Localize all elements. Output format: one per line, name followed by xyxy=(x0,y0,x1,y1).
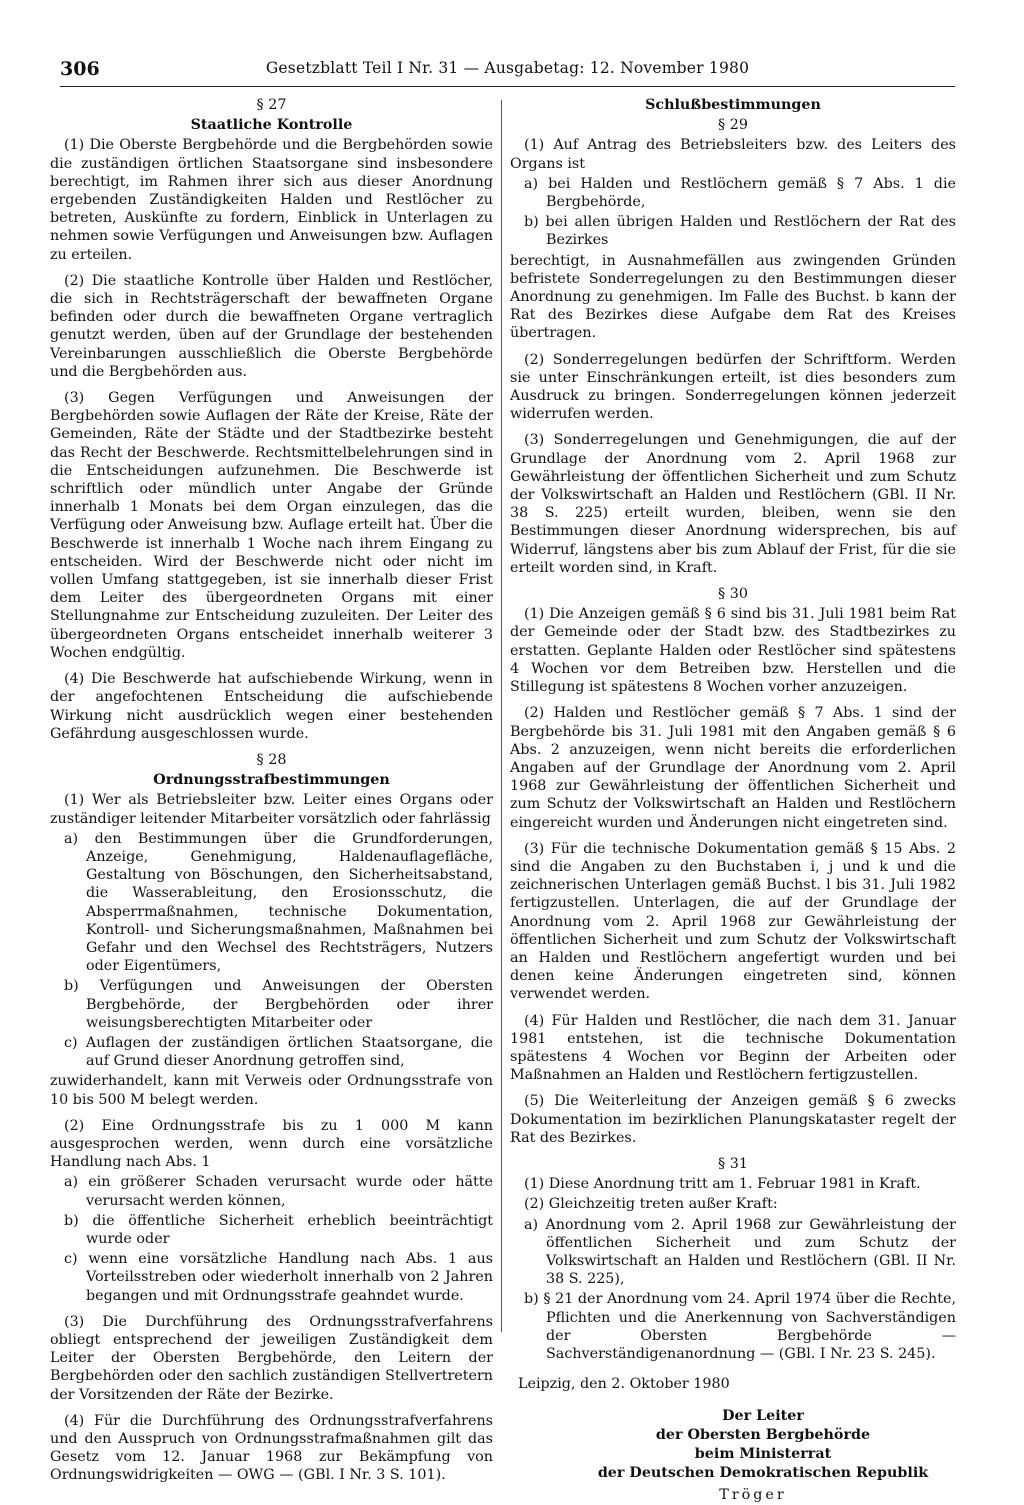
paragraph: (1) Auf Antrag des Betriebsleiters bzw. des Leiters des Organs ist xyxy=(510,137,956,172)
section-number: § 30 xyxy=(718,586,748,603)
column-divider xyxy=(501,100,502,1332)
section-number: § 31 xyxy=(718,1155,748,1172)
section-number: § 27 xyxy=(256,97,287,113)
paragraph: (1) Wer als Betriebsleiter bzw. Leiter eines Organs oder zuständiger leitender Mitarbeiter vorsätzlich oder fahrlässig xyxy=(50,792,493,827)
signature-line: der Deutschen Demokratischen Republik xyxy=(597,1465,929,1482)
paragraph: (3) Sonderregelungen und Genehmigungen, die auf der Grundlage der Anordnung vom 2. April 1968 zur Gewährleistung der öffentlichen Sicherheit und zum Schutz der Volkswirtschaft an Halden und Restlöchern (GBl. II Nr. 38 S. 225) erteilt wurden, bleiben, wenn sie den Bestimmungen dieser Anordnung widersprechen, bis auf Widerruf, längstens aber bis zum Ablauf der Frist, für die sie erteilt worden sind, in Kraft. xyxy=(510,432,956,576)
paragraph: (1) Die Oberste Bergbehörde und die Bergbehörden sowie die zuständigen örtlichen Staatsorgane sind insbesondere berechtigt, im Rahmen ihrer sich aus dieser Anordnung ergebenden Zuständigkeiten Halden und Restlöcher zu betreten, Auskünfte zu fordern, Einblick in Unterlagen zu nehmen sowie Verfügungen und Anweisungen bzw. Auflagen zu erteilen. xyxy=(50,137,493,263)
section-heading: Schlußbestimmungen xyxy=(645,97,821,113)
right-column xyxy=(510,96,956,1505)
list-item: c) wenn eine vorsätzliche Handlung nach Abs. 1 aus Vorteilsstreben oder wiederholt innerhalb von 2 Jahren begangen und mit Ordnungsstrafe geahndet wurde. xyxy=(64,1251,493,1304)
list-item: b) § 21 der Anordnung vom 24. April 1974 über die Rechte, Pflichten und die Anerkennung von Sachverständigen der Obersten Bergbehörde — Sachverständigenanordnung — (GBl. I Nr. 23 S. 245). xyxy=(524,1291,956,1362)
paragraph: (2) Eine Ordnungsstrafe bis zu 1 000 M kann ausgesprochen werden, wenn durch eine vorsätzliche Handlung nach Abs. 1 xyxy=(50,1117,493,1171)
list-item: a) ein größerer Schaden verursacht wurde oder hätte verursacht werden können, xyxy=(64,1174,493,1209)
list-item: b) bei allen übrigen Halden und Restlöchern der Rat des Bezirkes xyxy=(524,214,956,249)
paragraph: (1) Die Anzeigen gemäß § 6 sind bis 31. Juli 1981 beim Rat der Gemeinde oder der Stadt bzw. des Stadtbezirkes zu erstatten. Geplante Halden oder Restlöcher sind spätestens 4 Wochen vor dem Betreiben bzw. Herstellen und die Stillegung ist spätestens 8 Wochen vorher anzuzeigen. xyxy=(510,606,956,696)
paragraph: zuwiderhandelt, kann mit Verweis oder Ordnungsstrafe von 10 bis 500 M belegt werden. xyxy=(50,1073,493,1108)
list-item: b) Verfügungen und Anweisungen der Obersten Bergbehörde, der Bergbehörden oder ihrer weisungsberechtigten Mitarbeiter oder xyxy=(64,978,493,1031)
section-heading: Staatliche Kontrolle xyxy=(190,117,353,134)
signature-block xyxy=(570,1407,956,1483)
paragraph: (4) Für die Durchführung des Ordnungsstrafverfahrens und den Ausspruch von Ordnungsstrafmaßnahmen gilt das Gesetz vom 12. Januar 1968 zur Bekämpfung von Ordnungswidrigkeiten — OWG — (GBl. I Nr. 3 S. 101). xyxy=(50,1412,493,1484)
paragraph: (3) Für die technische Dokumentation gemäß § 15 Abs. 2 sind die Angaben zu den Buchstaben i, j und k und die zeichnerischen Unterlagen gemäß Buchst. l bis 31. Juli 1982 fertigzustellen. Unterlagen, die auf der Grundlage der Anordnung vom 2. April 1968 zur Gewährleistung der öffentlichen Sicherheit und zum Schutz der Volkswirtschaft an Halden und Restlöchern angefertigt wurden und bei denen keine Änderungen eingetreten sind, können verwendet werden. xyxy=(510,840,956,1003)
list-item: a) bei Halden und Restlöchern gemäß § 7 Abs. 1 die Bergbehörde, xyxy=(524,175,956,211)
paragraph: (2) Gleichzeitig treten außer Kraft: xyxy=(524,1196,778,1213)
paragraph: (1) Diese Anordnung tritt am 1. Februar 1981 in Kraft. xyxy=(524,1176,921,1193)
paragraph: (2) Sonderregelungen bedürfen der Schriftform. Werden sie unter Einschränkungen erteilt, ist dies besonders zum Ausdruck zu bringen. Sonderregelungen können jederzeit widerrufen werden. xyxy=(510,351,956,423)
paragraph: (3) Die Durchführung des Ordnungsstrafverfahrens obliegt entsprechend der jeweiligen Zuständigkeit dem Leiter der Obersten Bergbehörde, den Leitern der Bergbehörden oder den sachlich zuständigen Stellvertretern der Vorsitzenden der Räte der Bezirke. xyxy=(50,1313,493,1403)
paragraph: (5) Die Weiterleitung der Anzeigen gemäß § 6 zwecks Dokumentation im bezirklichen Planungskataster regelt der Rat des Bezirkes. xyxy=(510,1093,956,1146)
date-line: Leipzig, den 2. Oktober 1980 xyxy=(518,1376,730,1393)
page-header xyxy=(60,52,955,87)
left-column xyxy=(50,96,493,1493)
section-number: § 29 xyxy=(718,117,748,134)
paragraph: (2) Die staatliche Kontrolle über Halden und Restlöcher, die sich in Rechtsträgerschaft der bewaffneten Organe befinden oder durch die bewaffneten Organe vertraglich genutzt werden, üben auf der Grundlage der bestehenden Vereinbarungen ausschließlich die Oberste Bergbehörde und die Bergbehörden aus. xyxy=(50,272,493,380)
list-item: a) den Bestimmungen über die Grundforderungen, Anzeige, Genehmigung, Haldenauflagefläche, Gestaltung von Böschungen, den Sicherheitsabstand, die Wasserableitung, den Erosionsschutz, die Absperrmaßnahmen, technische Dokumentation, Kontroll- und Sicherungsmaßnahmen, Maßnahmen bei Gefahr und den Wechsel des Rechtsträgers, Nutzers oder Eigentümers, xyxy=(64,830,493,975)
signature-line: der Obersten Bergbehörde xyxy=(655,1427,871,1444)
paragraph: berechtigt, in Ausnahmefällen aus zwingenden Gründen befristete Sonderregelungen zu den Bestimmungen dieser Anordnung zu genehmigen. Im Falle des Buchst. b kann der Rat des Bezirkes diese Aufgabe dem Rat des Kreises übertragen. xyxy=(510,252,956,342)
section-number: § 28 xyxy=(256,751,287,768)
signature-line: Der Leiter xyxy=(722,1408,804,1425)
paragraph: (4) Für Halden und Restlöcher, die nach dem 31. Januar 1981 entstehen, ist die technische Dokumentation spätestens 4 Wochen vor Beginn der Arbeiten oder Maßnahmen an Halden und Restlöchern fertigzustellen. xyxy=(510,1012,956,1084)
page-number: 306 xyxy=(60,58,100,80)
list-item: b) die öffentliche Sicherheit erheblich beeinträchtigt wurde oder xyxy=(64,1212,493,1247)
signer-name: Tröger xyxy=(719,1487,787,1504)
paragraph: (4) Die Beschwerde hat aufschiebende Wirkung, wenn in der angefochtenen Entscheidung die aufschiebende Wirkung nicht ausdrücklich wegen einer bestehenden Gefährdung ausgeschlossen wurde. xyxy=(50,671,493,742)
header-title: Gesetzblatt Teil I Nr. 31 — Ausgabetag: 12. November 1980 xyxy=(265,59,750,77)
list-item: c) Auflagen der zuständigen örtlichen Staatsorgane, die auf Grund dieser Anordnung getroffen sind, xyxy=(64,1034,493,1070)
paragraph: (2) Halden und Restlöcher gemäß § 7 Abs. 1 sind der Bergbehörde bis 31. Juli 1981 mit den Angaben gemäß § 6 Abs. 2 anzuzeigen, wenn nicht bereits die erforderlichen Angaben auf der Grundlage der Anordnung vom 2. April 1968 zur Gewährleistung der öffentlichen Sicherheit und zum Schutz der Volkswirtschaft an Halden und Restlöchern eingereicht wurden und Änderungen nicht eingetreten sind. xyxy=(510,705,956,831)
paragraph: (3) Gegen Verfügungen und Anweisungen der Bergbehörden sowie Auflagen der Räte der Kreise, Räte der Gemeinden, Räte der Städte und der Stadtbezirke besteht das Recht der Beschwerde. Rechtsmittelbelehrungen sind in die Entscheidungen aufzunehmen. Die Beschwerde ist schriftlich oder mündlich unter Angabe der Gründe innerhalb 1 Monats bei dem Organ einzulegen, das die Verfügung oder Anweisung bzw. Auflage erteilt hat. Über die Beschwerde ist innerhalb 1 Woche nach ihrem Eingang zu entscheiden. Wird der Beschwerde nicht oder nicht im vollen Umfang stattgegeben, ist sie innerhalb dieser Frist dem Leiter des übergeordneten Organs mit einer Stellungnahme zur Entscheidung zuzuleiten. Der Leiter des übergeordneten Organs entscheidet innerhalb weiterer 3 Wochen endgültig. xyxy=(50,390,493,661)
list-item: a) Anordnung vom 2. April 1968 zur Gewährleistung der öffentlichen Sicherheit und zum Schutz der Volkswirtschaft an Halden und Restlöchern (GBl. II Nr. 38 S. 225), xyxy=(524,1216,956,1288)
signature-line: beim Ministerrat xyxy=(694,1446,832,1463)
section-heading: Ordnungsstrafbestimmungen xyxy=(153,772,390,789)
